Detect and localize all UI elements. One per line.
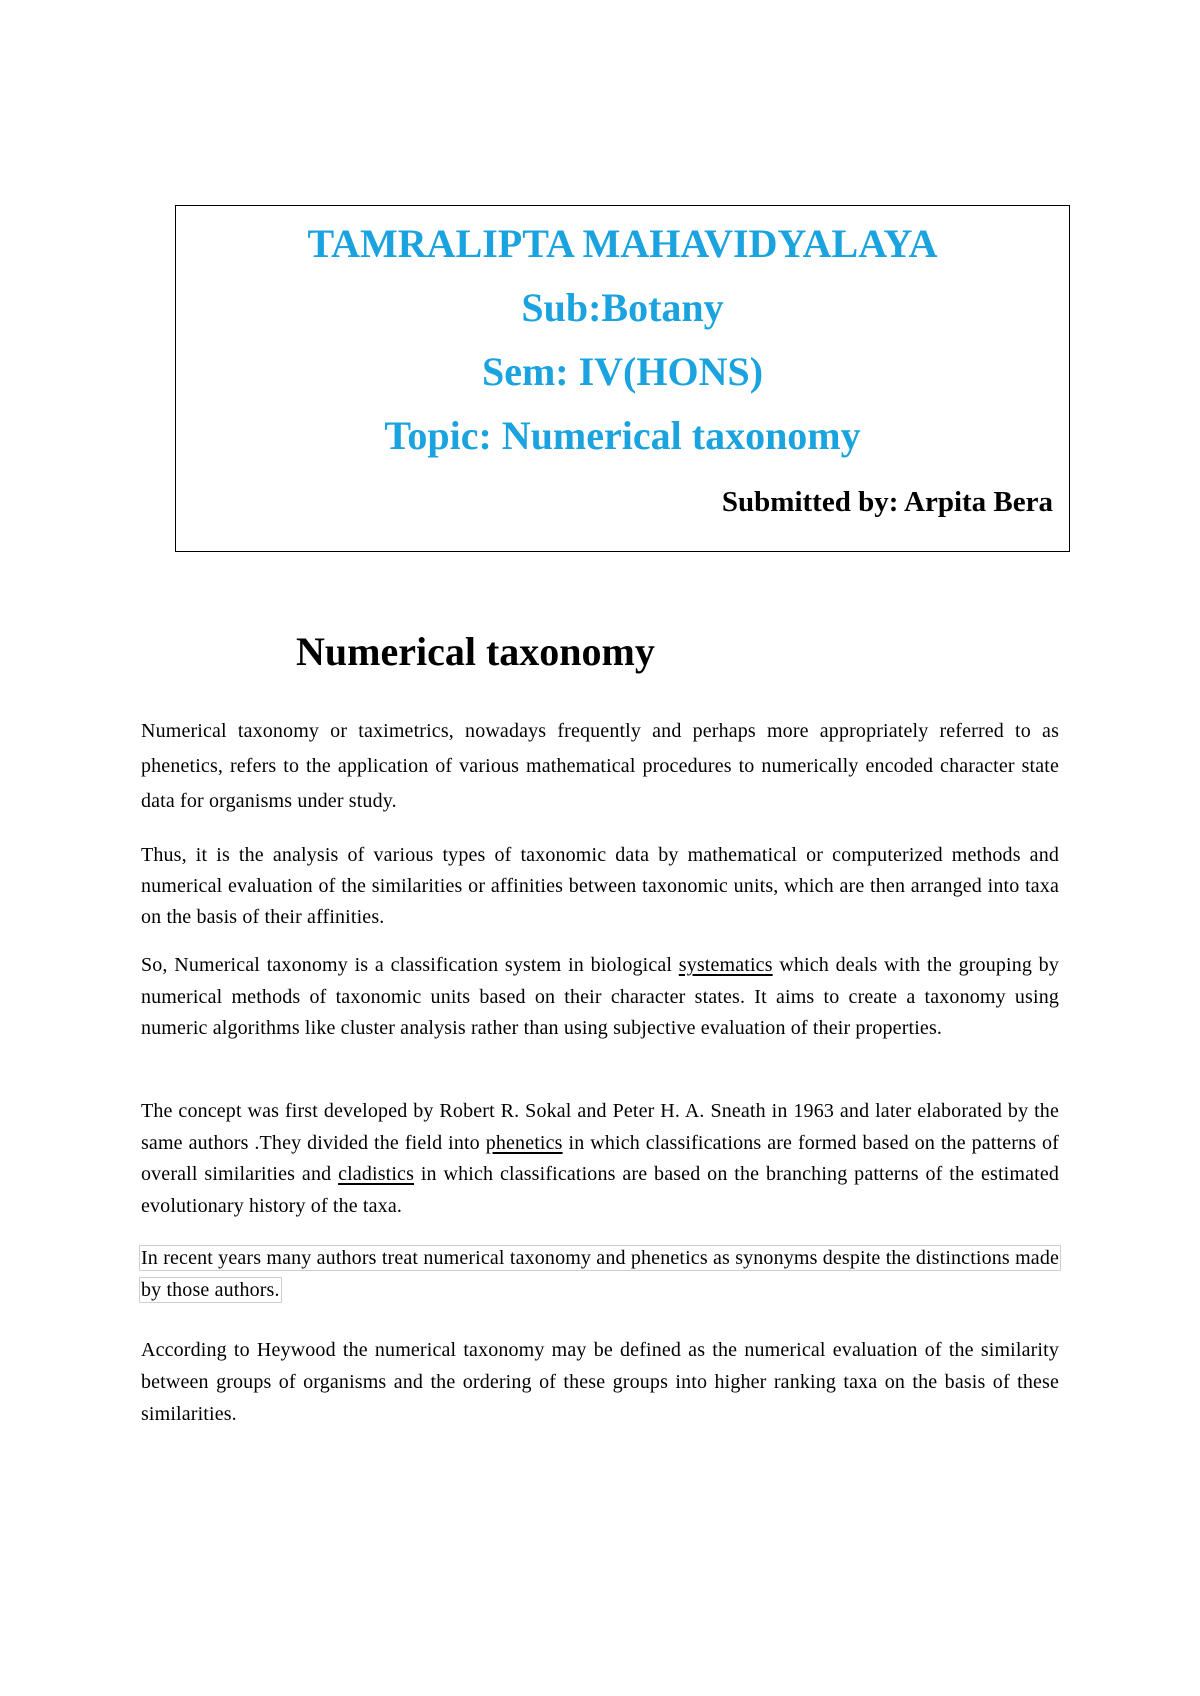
paragraph-heywood: According to Heywood the numerical taxonomy may be defined as the numerical evaluation of the similarity between groups of organisms and the ordering of these groups into higher ranking taxa on the basis of these similarities.	[141, 1339, 1059, 1425]
paragraph-classification	[141, 950, 1059, 1045]
paragraph-history	[141, 1096, 1059, 1222]
topic-line: Topic: Numerical taxonomy	[384, 413, 861, 458]
text-span: So, Numerical taxonomy is a classification system in biological	[141, 954, 679, 976]
title-box	[175, 205, 1070, 552]
subject-line: Sub:Botany	[521, 285, 724, 330]
text-span: in which classifications are formed based on the patterns of overall similarities and	[141, 1131, 1059, 1185]
highlighted-text: In recent years many authors treat numerical taxonomy and phenetics as synonyms despite the distinctions made by those authors.	[141, 1247, 1059, 1301]
cladistics-link[interactable]: cladistics	[338, 1163, 415, 1185]
submitted-by: Submitted by: Arpita Bera	[721, 486, 1053, 518]
paragraph-synonyms	[141, 1242, 1059, 1306]
text-span: which deals with the grouping by numerical methods of taxonomic units based on their character states. It aims to create a taxonomy using numeric algorithms like cluster analysis rather than using subjective evaluation of their properties.	[141, 954, 1059, 1039]
phenetics-link[interactable]: phenetics	[485, 1131, 563, 1154]
text-span: in which classifications are based on the branching patterns of the estimated evolutionary history of the taxa.	[141, 1163, 1059, 1217]
text-span: The concept was first developed by Robert R. Sokal and Peter H. A. Sneath in 1963 and later elaborated by the same authors .They divided the field into	[141, 1100, 1059, 1154]
page-heading: Numerical taxonomy	[296, 629, 655, 674]
systematics-link[interactable]: systematics	[678, 954, 773, 976]
semester-line: Sem: IV(HONS)	[481, 349, 764, 394]
paragraph-definition: Numerical taxonomy or taximetrics, nowadays frequently and perhaps more appropriately referred to as phenetics, refers to the application of various mathematical procedures to numerically encoded character state data for organisms under study.	[141, 720, 1059, 812]
institution-name: TAMRALIPTA MAHAVIDYALAYA	[307, 221, 938, 266]
paragraph-analysis: Thus, it is the analysis of various types of taxonomic data by mathematical or computerized methods and numerical evaluation of the similarities or affinities between taxonomic units, which are then arranged into taxa on the basis of their affinities.	[141, 844, 1059, 928]
